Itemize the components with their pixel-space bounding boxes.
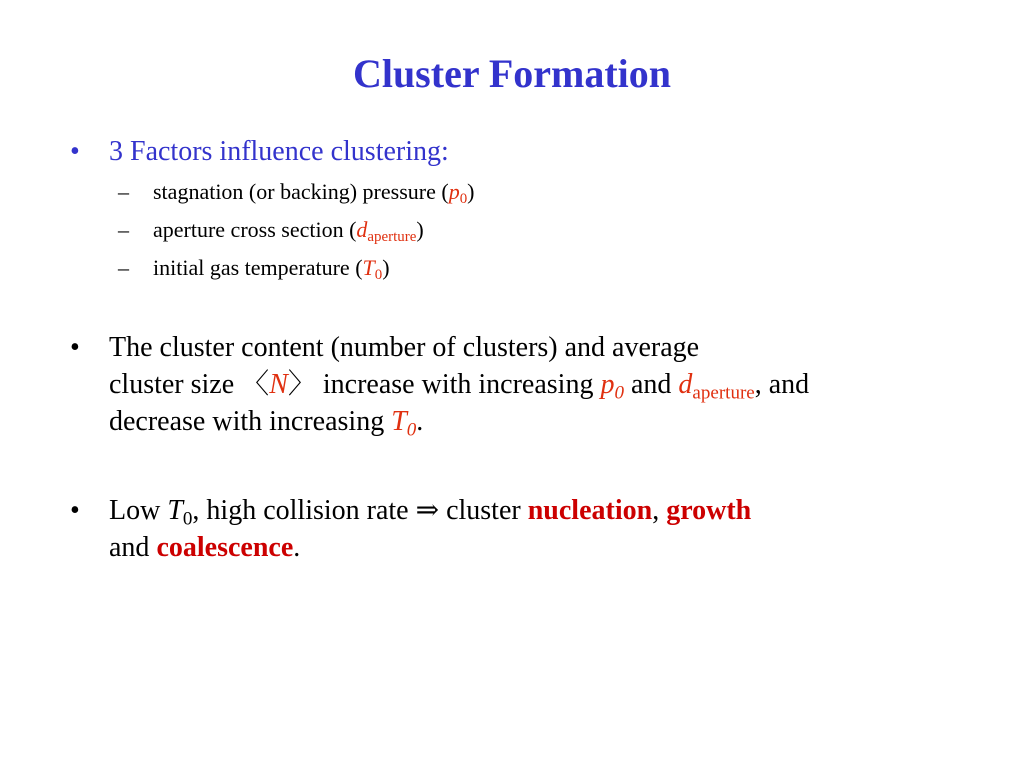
line-1: Low $T_0$, high collision rate ⇒ cluster nucleation, growth <box>109 495 752 530</box>
implies-arrow-icon: ⇒ <box>415 495 440 526</box>
symbol-T: T <box>362 255 375 280</box>
symbol-T: T <box>391 406 407 437</box>
subscript: aperture <box>367 229 417 246</box>
bullet-mark: • <box>70 136 80 167</box>
line-1: The cluster content (number of clusters) and average <box>109 332 700 363</box>
sub-item-text: aperture cross section $(d_{aperture})$ <box>153 217 424 246</box>
term-coalescence: coalescence <box>156 532 294 563</box>
symbol-d: d <box>678 369 693 400</box>
subscript: 0 <box>374 267 383 284</box>
subscript: 0 <box>182 508 193 530</box>
sub-item-temperature <box>118 253 818 285</box>
sub-item-text: initial gas temperature $(T_0)$ <box>153 255 390 284</box>
sub-item-aperture <box>118 215 818 247</box>
bullet-low-temperature <box>70 492 950 572</box>
term-nucleation: nucleation <box>527 495 653 526</box>
bullet-factors-text: 3 Factors influence clustering: <box>109 136 449 167</box>
bullet-mark: • <box>70 495 80 526</box>
line-3: decrease with increasing $T_0$. <box>109 406 424 441</box>
bullet-cluster-content-text <box>109 329 939 440</box>
sub-mark: – <box>118 217 129 242</box>
slide-title: Cluster Formation <box>352 51 672 96</box>
subscript: 0 <box>406 419 417 441</box>
symbol-p: p <box>600 369 615 400</box>
line-2: and coalescence. <box>109 532 301 563</box>
bullet-mark: • <box>70 332 80 363</box>
symbol-d: d <box>356 217 368 242</box>
bullet-low-temperature-text <box>109 492 939 566</box>
subscript: 0 <box>614 382 624 404</box>
sub-mark: – <box>118 179 129 204</box>
subscript: aperture <box>692 382 755 404</box>
sub-item-text: stagnation (or backing) pressure $(p_0)$ <box>153 179 475 208</box>
subscript: 0 <box>459 191 468 208</box>
sub-item-pressure <box>118 177 818 209</box>
term-growth: growth <box>666 495 752 526</box>
symbol-N: N <box>269 369 288 400</box>
line-2: cluster size 〈N〉 increase with increasing $p_0$ and $d_{aperture}$, and <box>109 369 810 404</box>
sub-mark: – <box>118 255 129 280</box>
symbol-p: p <box>448 179 460 204</box>
symbol-T: T <box>167 495 183 526</box>
bullet-factors <box>70 133 950 173</box>
bullet-cluster-content <box>70 329 950 444</box>
